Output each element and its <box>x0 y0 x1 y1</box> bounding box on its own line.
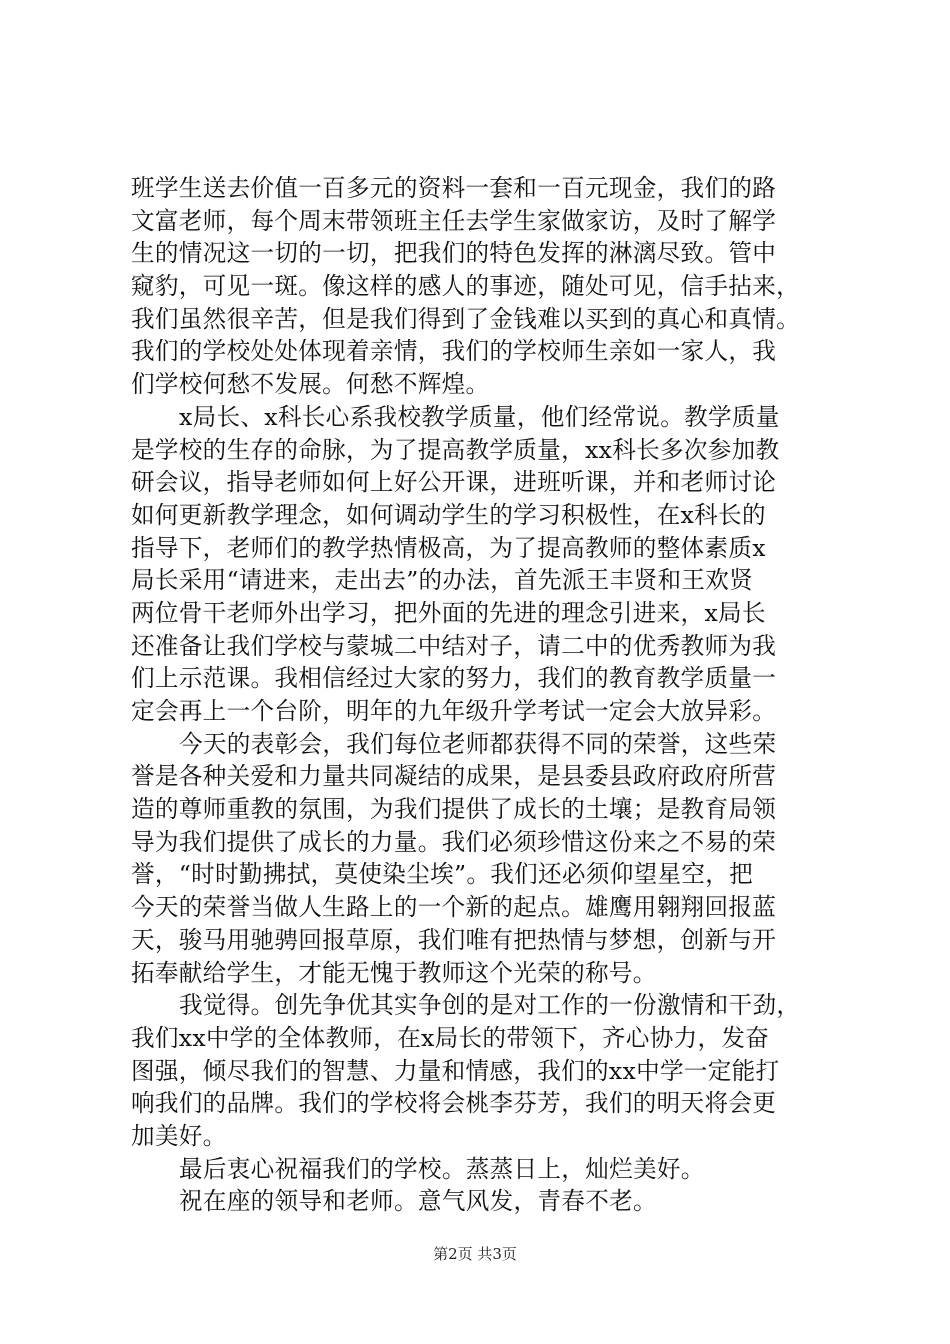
text-line: 文富老师，每个周末带领班主任去学生家做家访，及时了解学 <box>131 206 777 235</box>
text-line: 我们xx中学的全体教师，在x局长的带领下，齐心协力，发奋 <box>131 1023 770 1052</box>
text-line: 誉是各种关爱和力量共同凝结的成果，是县委县政府政府所营 <box>131 762 777 791</box>
text-line: 还准备让我们学校与蒙城二中结对子，请二中的优秀教师为我 <box>131 631 777 660</box>
text-line: 祝在座的领导和老师。意气风发，青春不老。 <box>179 1187 657 1216</box>
text-line: 造的尊师重教的氛围，为我们提供了成长的土壤；是教育局领 <box>131 795 777 824</box>
text-line: 我们的学校处处体现着亲情，我们的学校师生亲如一家人，我 <box>131 337 777 366</box>
text-line: 两位骨干老师外出学习，把外面的先进的理念引进来，x局长 <box>131 598 766 627</box>
text-line: 生的情况这一切的一切，把我们的特色发挥的淋漓尽致。管中 <box>131 239 777 268</box>
text-line: 最后衷心祝福我们的学校。蒸蒸日上，灿烂美好。 <box>179 1154 705 1183</box>
text-line: 局长采用“请进来，走出去”的办法，首先派王丰贤和王欢贤 <box>131 566 754 595</box>
text-line: 今天的荣誉当做人生路上的一个新的起点。雄鹰用翱翔回报蓝 <box>131 893 777 922</box>
text-line: 天，骏马用驰骋回报草原，我们唯有把热情与梦想，创新与开 <box>131 925 777 954</box>
text-line: 图强，倾尽我们的智慧、力量和情感，我们的xx中学一定能打 <box>131 1056 780 1085</box>
text-line: 拓奉献给学生，才能无愧于教师这个光荣的称号。 <box>131 958 657 987</box>
text-line: 誉，“时时勤拂拭，莫使染尘埃”。我们还必须仰望星空，把 <box>131 860 754 889</box>
text-line: 是学校的生存的命脉，为了提高教学质量，xx科长多次参加教 <box>131 435 780 464</box>
text-line: 响我们的品牌。我们的学校将会桃李芬芳，我们的明天将会更 <box>131 1089 777 1118</box>
text-line: 我觉得。创先争优其实争创的是对工作的一份激情和干劲， <box>179 991 801 1020</box>
text-line: 们学校何愁不发展。何愁不辉煌。 <box>131 370 490 399</box>
text-line: 窥豹，可见一斑。像这样的感人的事迹，随处可见，信手拈来， <box>131 272 801 301</box>
text-line: 加美好。 <box>131 1121 227 1150</box>
page-footer: 第2页 共3页 <box>433 1245 517 1263</box>
text-line: 研会议，指导老师如何上好公开课，进班听课，并和老师讨论 <box>131 468 777 497</box>
text-line: 如何更新教学理念，如何调动学生的学习积极性，在x科长的 <box>131 500 766 529</box>
text-line: 今天的表彰会，我们每位老师都获得不同的荣誉，这些荣 <box>179 729 777 758</box>
text-line: 我们虽然很辛苦，但是我们得到了金钱难以买到的真心和真情。 <box>131 304 801 333</box>
text-line: 们上示范课。我相信经过大家的努力，我们的教育教学质量一 <box>131 664 777 693</box>
text-line: 定会再上一个台阶，明年的九年级升学考试一定会大放异彩。 <box>131 697 777 725</box>
text-line: x局长、x科长心系我校教学质量，他们经常说。教学质量 <box>179 402 780 431</box>
text-line: 指导下，老师们的教学热情极高，为了提高教师的整体素质x <box>131 533 766 562</box>
text-line: 导为我们提供了成长的力量。我们必须珍惜这份来之不易的荣 <box>131 827 777 856</box>
text-line: 班学生送去价值一百多元的资料一套和一百元现金，我们的路 <box>131 174 777 202</box>
document-body <box>131 172 836 1218</box>
